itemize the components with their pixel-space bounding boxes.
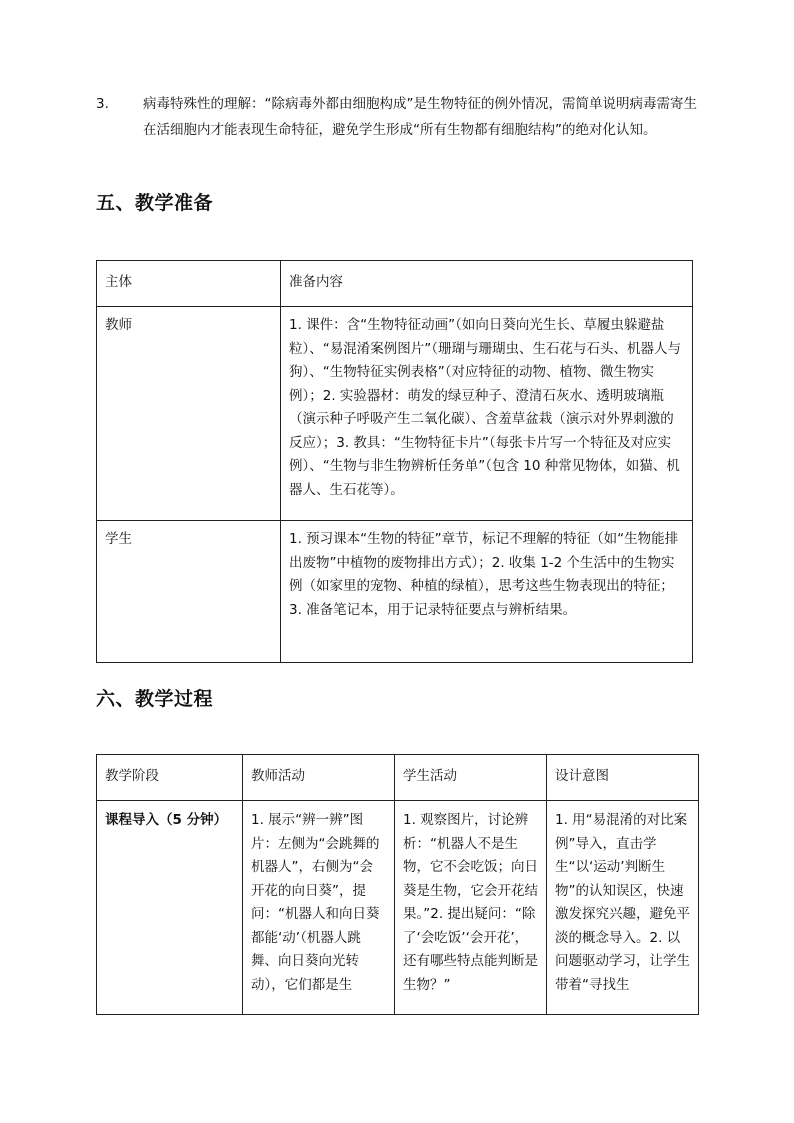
section-heading-process: 六、教学过程: [96, 688, 214, 710]
column-header-intent: 设计意图: [547, 755, 699, 801]
cell-teacher-activity: 1. 展示“辨一辨”图片：左侧为“会跳舞的机器人”，右侧为“会开花的向日葵”，提问：“机器人和向日葵都能‘动’（机器人跳舞、向日葵向光转动），它们都是生: [243, 801, 395, 1015]
column-header-student: 学生活动: [395, 755, 547, 801]
column-header-teacher: 教师活动: [243, 755, 395, 801]
table-row: [97, 521, 693, 663]
cell-subject: 教师: [97, 307, 281, 521]
cell-content: 1. 课件：含“生物特征动画”（如向日葵向光生长、草履虫躲避盐粒）、“易混淆案例图片”（珊瑚与珊瑚虫、生石花与石头、机器人与狗）、“生物特征实例表格”（对应特征的动物、植物、微生物实例）；2. 实验器材：萌发的绿豆种子、澄清石灰水、透明玻璃瓶（演示种子呼吸产生二氧化碳）、含羞草盆栽（演示对外界刺激的反应）；3. 教具：“生物特征卡片”（每张卡片写一个特征及对应实例）、“生物与非生物辨析任务单”（包含 10 种常见物体，如猫、机器人、生石花等）。: [281, 307, 693, 521]
table-header-row: [97, 261, 693, 307]
table-header-row: [97, 755, 699, 801]
section-heading-preparation: 五、教学准备: [96, 192, 214, 214]
table-row: [97, 307, 693, 521]
process-table: [96, 754, 699, 1015]
cell-design-intent: 1. 用“易混淆的对比案例”导入，直击学生“以‘运动’判断生物”的认知误区，快速激发探究兴趣，避免平淡的概念导入。2. 以问题驱动学习，让学生带着“寻找生: [547, 801, 699, 1015]
column-header-subject: 主体: [97, 261, 281, 307]
column-header-content: 准备内容: [281, 261, 693, 307]
list-number: 3.: [96, 96, 109, 112]
table-row: [97, 801, 699, 1015]
numbered-list-item: [96, 91, 702, 143]
cell-content: 1. 预习课本“生物的特征”章节，标记不理解的特征（如“生物能排出废物”中植物的废物排出方式）；2. 收集 1-2 个生活中的生物实例（如家里的宠物、种植的绿植），思考这些生物表现出的特征；3. 准备笔记本，用于记录特征要点与辨析结果。: [281, 521, 693, 663]
preparation-table: [96, 260, 693, 663]
list-text: 病毒特殊性的理解：“除病毒外都由细胞构成”是生物特征的例外情况，需简单说明病毒需寄生在活细胞内才能表现生命特征，避免学生形成“所有生物都有细胞结构”的绝对化认知。: [143, 96, 697, 138]
cell-subject: 学生: [97, 521, 281, 663]
cell-student-activity: 1. 观察图片，讨论辨析：“机器人不是生物，它不会吃饭；向日葵是生物，它会开花结果。”2. 提出疑问：“除了‘会吃饭’‘会开花’，还有哪些特点能判断是生物？”: [395, 801, 547, 1015]
column-header-stage: 教学阶段: [97, 755, 243, 801]
cell-stage: 课程导入（5 分钟）: [97, 801, 243, 1015]
